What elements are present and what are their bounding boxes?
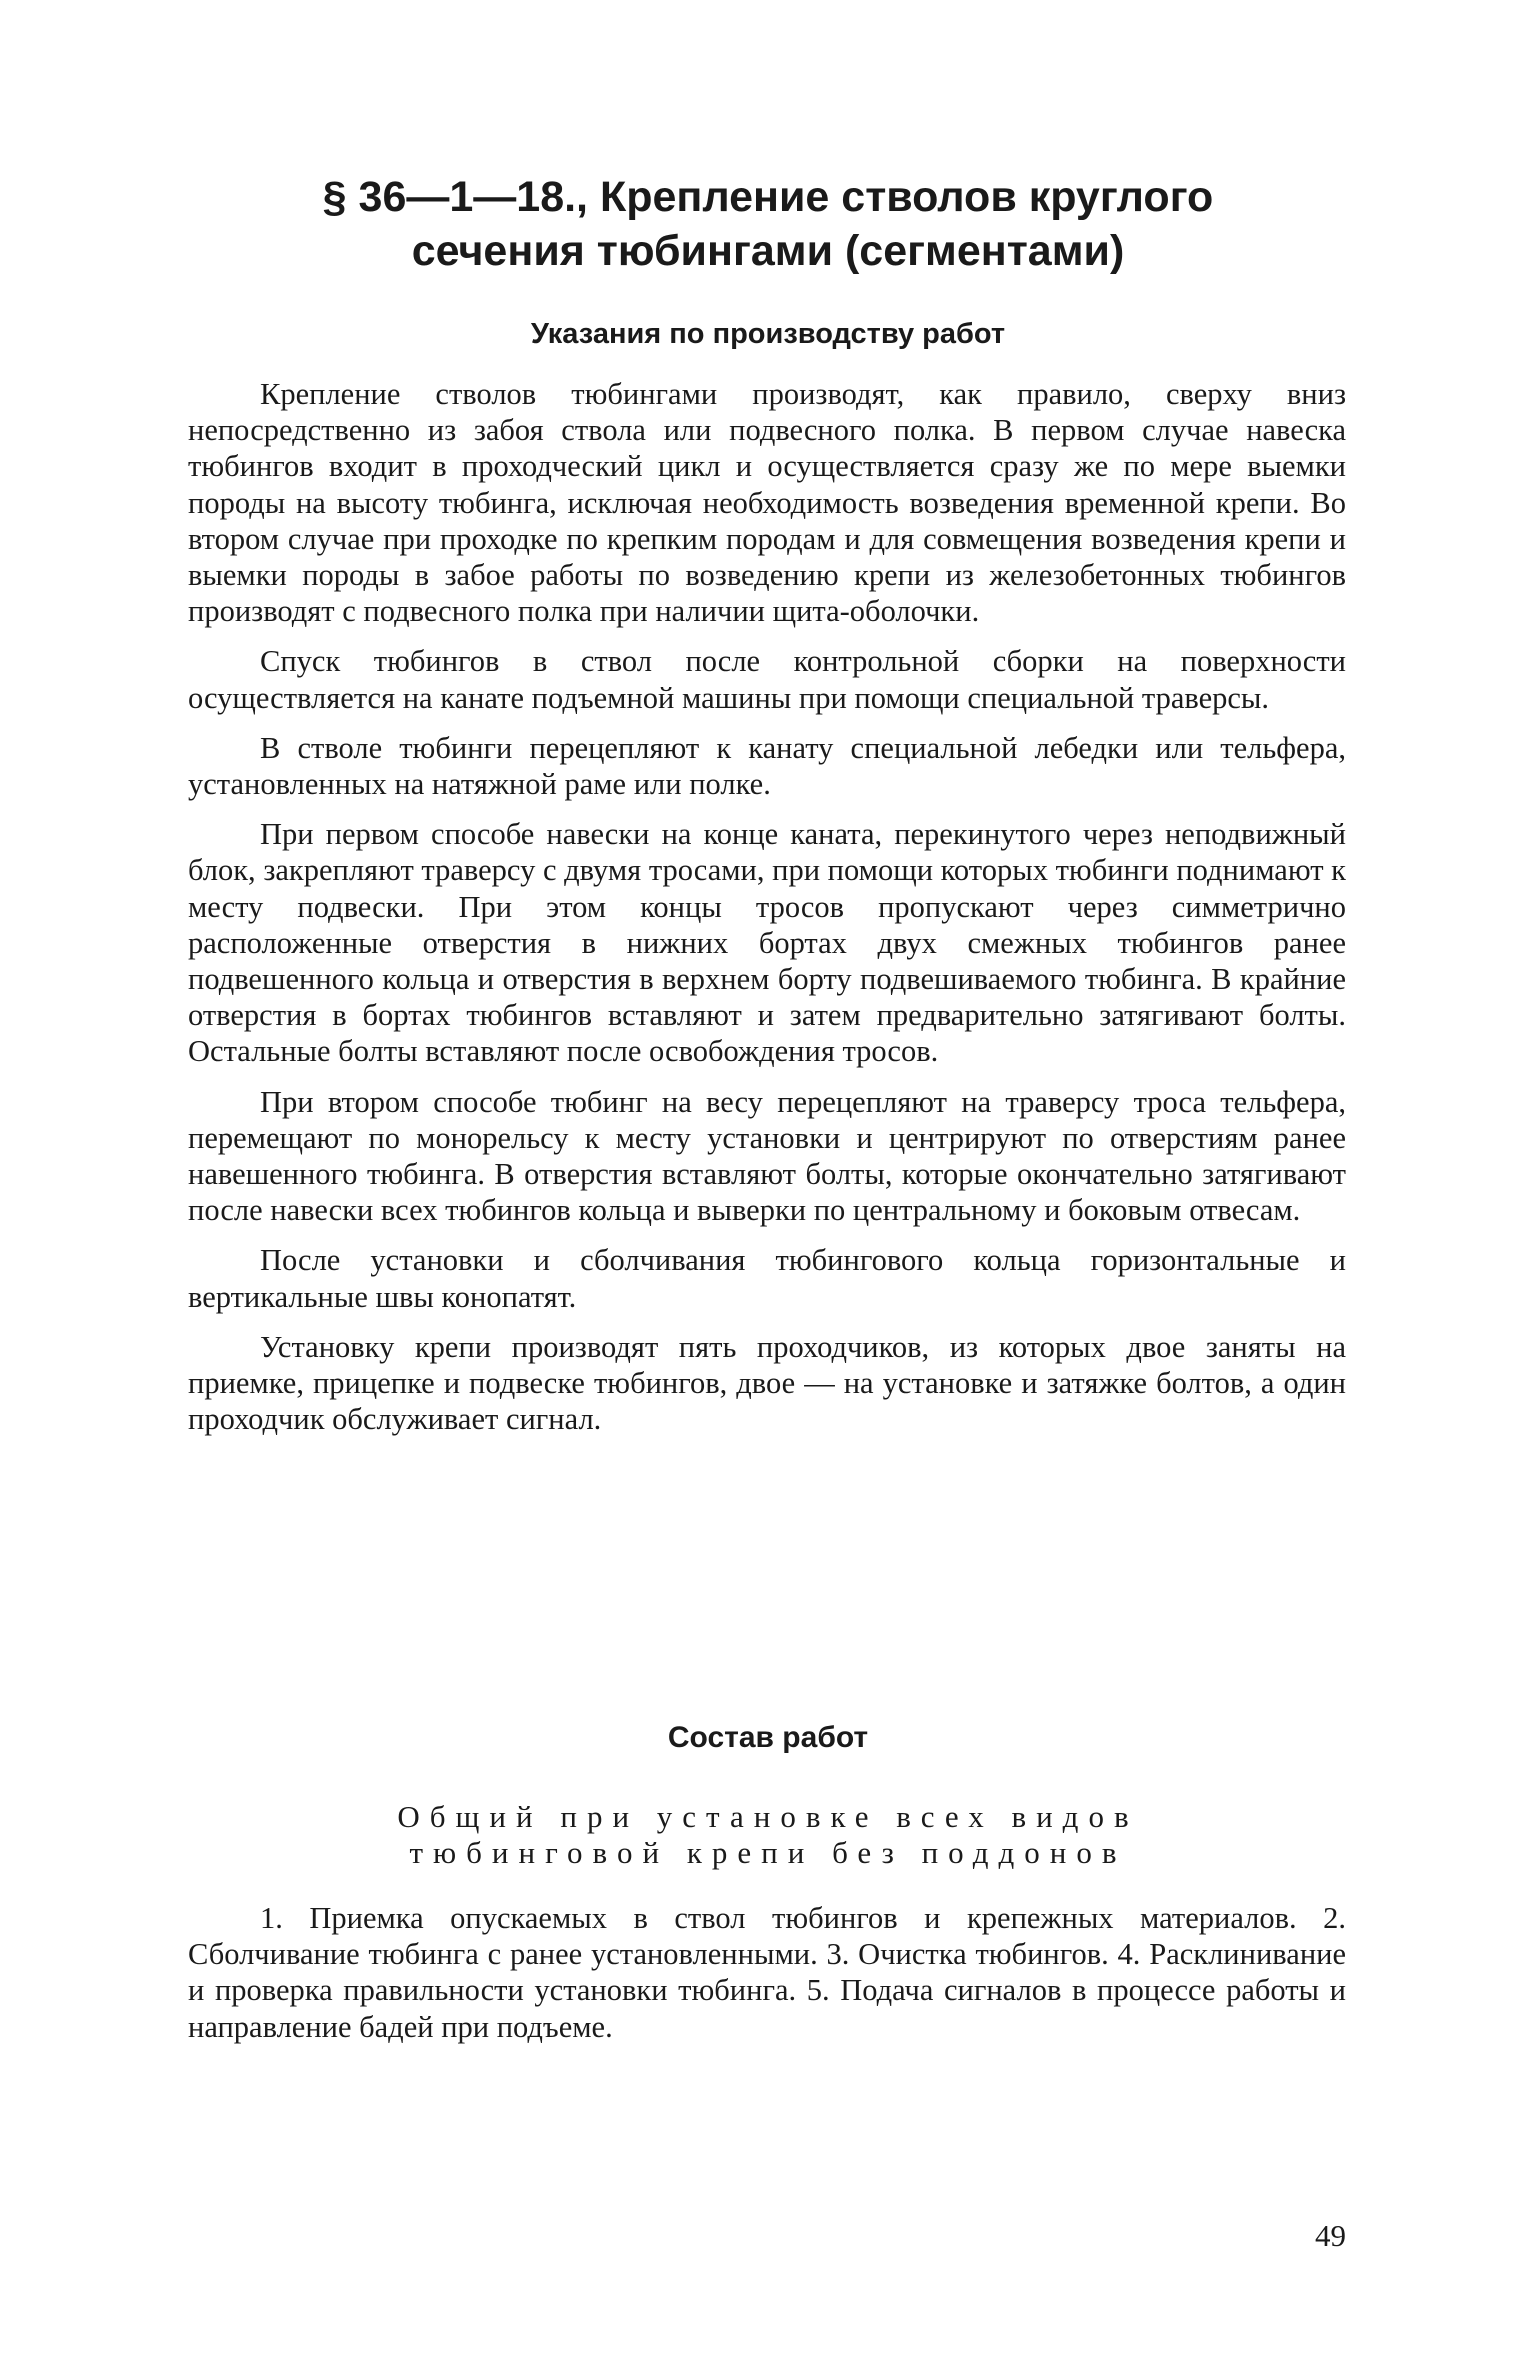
paragraph-5: При втором способе тюбинг на весу перецепляют на траверсу троса тельфера, перемещают по монорельсу к месту установки и центрируют по отверстиям ранее навешенного тюбинга. В отверстия вставляют болты, которые окончательно затягивают после навески всех тюбингов кольца и выверки по центральному и боковым отвесам. — [188, 1084, 1346, 1228]
composition-heading: Состав работ — [667, 1721, 869, 1754]
instructions-heading: Указания по производству работ — [530, 318, 1006, 350]
paragraph-3: В стволе тюбинги перецепляют к канату специальной лебедки или тельфера, установленных на натяжной раме или полке. — [188, 730, 1346, 802]
paragraph-6: После установки и сболчивания тюбингового кольца горизонтальные и вертикальные швы конопатят. — [188, 1243, 1346, 1314]
paragraph-2: Спуск тюбингов в ствол после контрольной сборки на поверхности осуществляется на канате подъемной машины при помощи специальной траверсы. — [188, 644, 1346, 715]
page-number: 49 — [1315, 2218, 1346, 2253]
composition-subheading-line2: тюбинговой крепи без поддонов — [409, 1835, 1127, 1870]
instructions-body — [188, 376, 1346, 1451]
composition-subheading-line1: Общий при установке всех видов — [397, 1799, 1139, 1834]
section-title-line2: сечения тюбингами (сегментами) — [411, 227, 1125, 275]
paragraph-1: Крепление стволов тюбингами производят, как правило, сверху вниз непосредственно из забоя ствола или подвесного полка. В первом случае навеска тюбингов входит в проходческий цикл и осуществляется сразу же по мере выемки породы на высоту тюбинга, исключая необходимость возведения временной крепи. Во втором случае при проходке по крепким породам и для совмещения возведения крепи и выемки породы в забое работы по возведению крепи из железобетонных тюбингов производят с подвесного полка при наличии щита-оболочки. — [188, 377, 1346, 629]
composition-body — [188, 1900, 1346, 2059]
paragraph-7: Установку крепи производят пять проходчиков, из которых двое заняты на приемке, прицепке и подвеске тюбингов, двое — на установке и затяжке болтов, а один проходчик обслуживает сигнал. — [188, 1329, 1346, 1437]
section-title-line1: § 36—1—18., Крепление стволов круглого — [322, 173, 1214, 221]
paragraph-4: При первом способе навески на конце каната, перекинутого через неподвижный блок, закрепляют траверсу с двумя тросами, при помощи которых тюбинги поднимают к месту подвески. При этом концы тросов пропускают через симметрично расположенные отверстия в нижних бортах двух смежных тюбингов ранее подвешенного кольца и отверстия в верхнем борту подвешиваемого тюбинга. В крайние отверстия в бортах тюбингов вставляют и затем предварительно затягивают болты. Остальные болты вставляют после освобождения тросов. — [188, 817, 1346, 1069]
composition-text: 1. Приемка опускаемых в ствол тюбингов и крепежных материалов. 2. Сболчивание тюбинга с ранее установленными. 3. Очистка тюбингов. 4. Расклинивание и проверка правильности установки тюбинга. 5. Подача сигналов в процессе работы и направление бадей при подъеме. — [188, 1901, 1346, 2044]
